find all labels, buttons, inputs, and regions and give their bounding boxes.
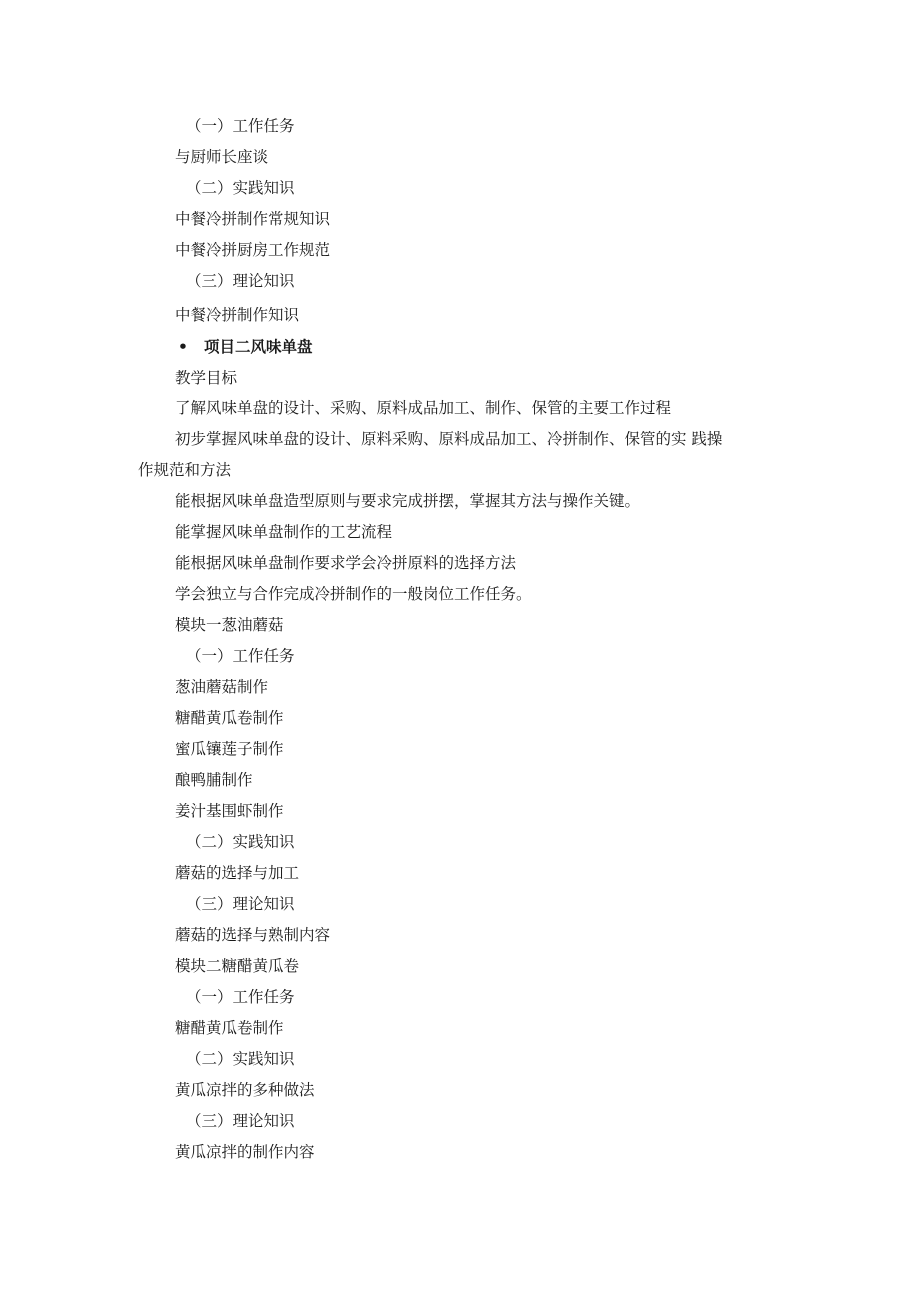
text-line: 中餐冷拼制作常规知识 [175,210,331,228]
text-line: 教学目标 [175,369,238,387]
text-line: 能掌握风味单盘制作的工艺流程 [175,523,393,541]
section-practice-knowledge: （二）实践知识 [186,1050,295,1068]
section-practice-knowledge: （二）实践知识 [186,833,295,851]
section-work-task: （一）工作任务 [186,988,295,1006]
section-theory-knowledge: （三）理论知识 [186,272,295,290]
text-line: 能根据风味单盘制作要求学会冷拼原料的选择方法 [175,554,517,572]
section-work-task: （一）工作任务 [186,117,295,135]
text-line: 酿鸭脯制作 [175,771,253,789]
bullet-icon: • [178,338,188,356]
project-title: 项目二风味单盘 [204,338,313,356]
text-line: 蜜瓜镶莲子制作 [175,740,284,758]
text-line: 姜汁基围虾制作 [175,802,284,820]
text-line: 葱油蘑菇制作 [175,678,269,696]
section-theory-knowledge: （三）理论知识 [186,895,295,913]
project-heading [178,337,313,357]
module-title: 模块二糖醋黄瓜卷 [175,957,300,975]
text-line: 了解风味单盘的设计、采购、原料成品加工、制作、保管的主要工作过程 [175,399,672,417]
text-line: 初步掌握风味单盘的设计、原料采购、原料成品加工、冷拼制作、保管的实 践操 [175,430,723,448]
text-line: 与厨师长座谈 [175,148,269,166]
text-line: 中餐冷拼厨房工作规范 [175,241,331,259]
text-line: 中餐冷拼制作知识 [175,306,300,324]
text-line: 黄瓜凉拌的多种做法 [175,1081,315,1099]
section-practice-knowledge: （二）实践知识 [186,179,295,197]
module-title: 模块一葱油蘑菇 [175,616,284,634]
text-line: 糖醋黄瓜卷制作 [175,709,284,727]
section-work-task: （一）工作任务 [186,647,295,665]
text-line-continued: 作规范和方法 [138,461,232,479]
text-line: 学会独立与合作完成冷拼制作的一般岗位工作任务。 [175,585,532,603]
text-line: 能根据风味单盘造型原则与要求完成拼摆，掌握其方法与操作关键。 [175,492,641,510]
text-line: 蘑菇的选择与加工 [175,864,300,882]
text-line: 蘑菇的选择与熟制内容 [175,926,331,944]
text-line: 黄瓜凉拌的制作内容 [175,1143,315,1161]
text-line: 糖醋黄瓜卷制作 [175,1019,284,1037]
section-theory-knowledge: （三）理论知识 [186,1112,295,1130]
